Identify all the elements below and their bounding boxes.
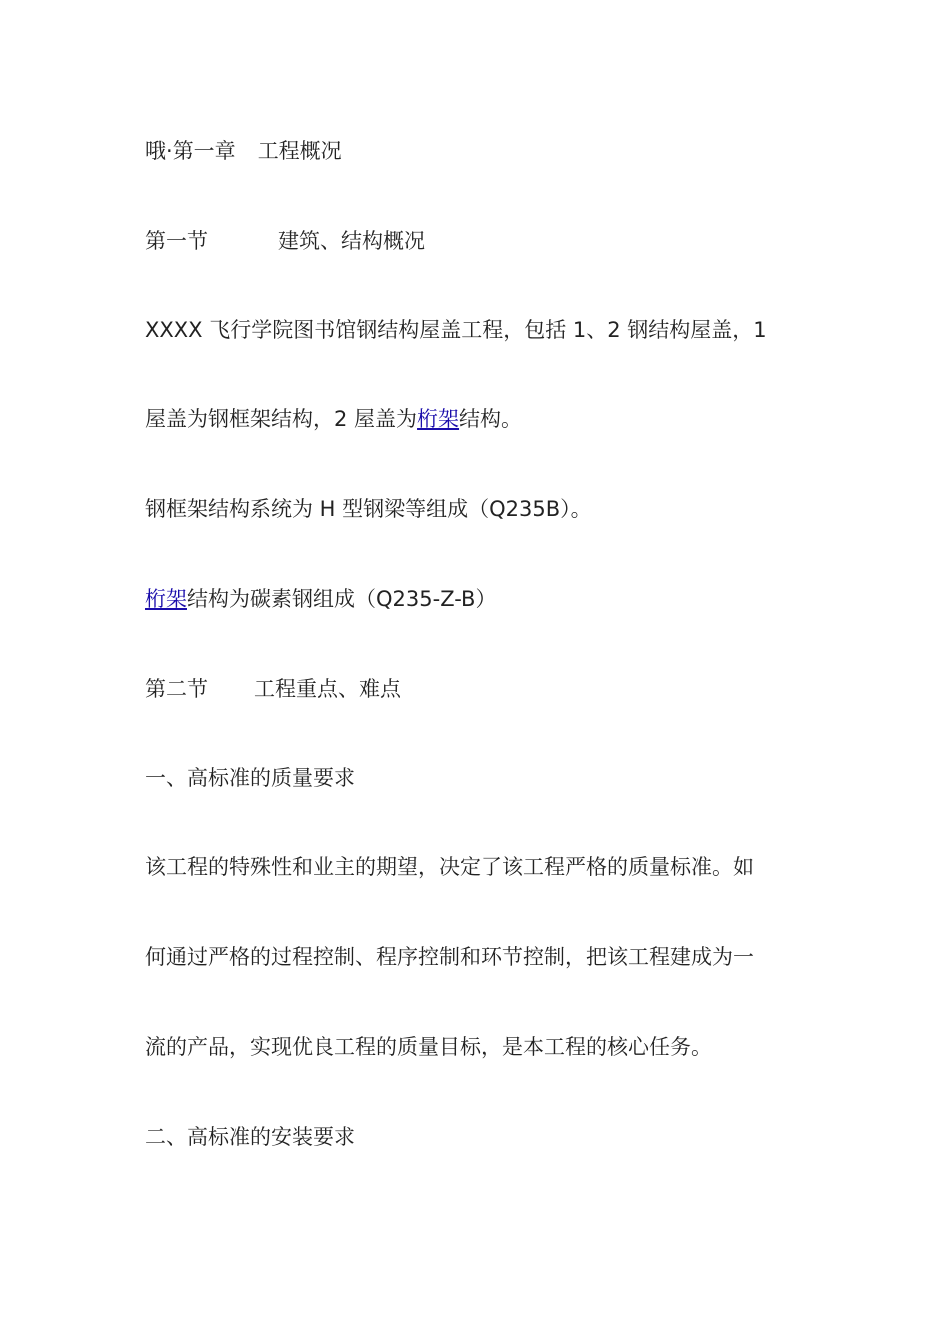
paragraph-line: 该工程的特殊性和业主的期望，决定了该工程严格的质量标准。如 <box>145 855 754 879</box>
section-number: 第一节 <box>145 229 208 253</box>
paragraph-line: 流的产品，实现优良工程的质量目标，是本工程的核心任务。 <box>145 1035 712 1059</box>
section-heading-2 <box>145 674 825 704</box>
chapter-heading <box>145 136 825 166</box>
paragraph-line: XXXX 飞行学院图书馆钢结构屋盖工程，包括 1、2 钢结构屋盖，1 <box>145 318 767 342</box>
section-heading-1 <box>145 226 825 256</box>
section-title: 工程重点、难点 <box>254 677 401 701</box>
paragraph-line: 何通过严格的过程控制、程序控制和环节控制，把该工程建成为一 <box>145 945 754 969</box>
text-run: 结构为碳素钢组成（Q235-Z-B） <box>187 587 497 611</box>
chapter-prefix: 哦· <box>145 139 173 163</box>
section-title: 建筑、结构概况 <box>278 229 425 253</box>
text-run: 屋盖为钢框架结构，2 屋盖为 <box>145 407 418 431</box>
text-run: 结构。 <box>459 407 523 431</box>
truss-link[interactable]: 桁架 <box>145 587 187 611</box>
chapter-number: 第一章 <box>172 139 236 163</box>
item-heading-2: 二、高标准的安装要求 <box>145 1125 355 1149</box>
truss-link[interactable]: 桁架 <box>417 407 460 431</box>
item-heading-1: 一、高标准的质量要求 <box>145 766 355 790</box>
paragraph-line <box>145 584 825 614</box>
chapter-title: 工程概况 <box>257 139 342 163</box>
paragraph-line <box>145 404 825 434</box>
section-number: 第二节 <box>145 677 208 701</box>
paragraph-line: 钢框架结构系统为 H 型钢梁等组成（Q235B）。 <box>145 497 592 521</box>
